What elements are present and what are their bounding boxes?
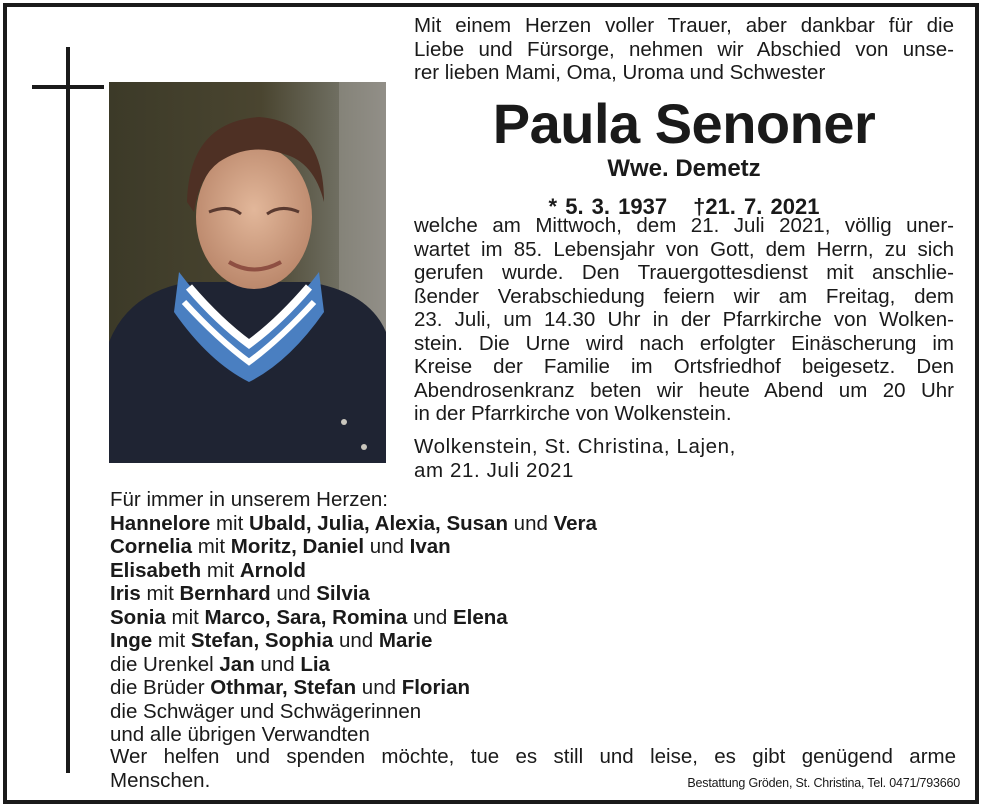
body-line: ßender Verabschiedung feiern wir am Freitag, dem <box>414 284 954 308</box>
family-connector: und <box>364 535 410 558</box>
family-connector: die Urenkel <box>110 652 220 676</box>
family-name: Bernhard <box>179 582 271 605</box>
family-connector: mit <box>140 582 180 605</box>
body-line: welche am Mittwoch, dem 21. Juli 2021, völlig uner- <box>414 214 954 237</box>
family-name: Marie <box>378 629 433 652</box>
intro-line: Mit einem Herzen voller Trauer, aber dankbar für die <box>414 14 954 37</box>
death-date: †21. 7. 2021 <box>693 194 820 219</box>
family-connector: und <box>333 629 379 652</box>
family-name: Inge <box>110 629 153 652</box>
body-line: wartet im 85. Lebensjahr von Gott, dem Herrn, zu sich <box>414 237 954 261</box>
deceased-name: Paula Senoner <box>492 92 876 155</box>
body-line: in der Pfarrkirche von Wolkenstein. <box>414 402 732 425</box>
family-connector: und <box>407 605 453 629</box>
family-name: Cornelia <box>110 535 193 558</box>
portrait-photo <box>109 82 386 463</box>
family-name: Lia <box>300 652 330 676</box>
family-connector: mit <box>192 535 231 558</box>
cross-icon <box>66 47 70 773</box>
intro-text <box>414 14 954 85</box>
family-name: Vera <box>553 511 597 535</box>
family-line <box>110 676 670 700</box>
family-line <box>110 723 670 747</box>
family-connector: mit <box>201 558 240 582</box>
family-name: Jan <box>219 652 255 676</box>
intro-line: rer lieben Mami, Oma, Uroma und Schwester <box>414 61 826 84</box>
cross-icon-bar <box>32 85 104 89</box>
family-name: Marco, Sara, Romina <box>204 605 408 629</box>
family-line <box>110 559 670 583</box>
body-line: gerufen wurde. Den Trauergottesdienst mit anschlie- <box>414 261 954 284</box>
family-connector: und <box>507 511 554 535</box>
family-line <box>110 653 670 677</box>
family-name: Elisabeth <box>110 558 202 582</box>
body-line: Kreise der Familie im Ortsfriedhof beigesetz. Den <box>414 355 954 378</box>
family-name: Moritz, Daniel <box>230 535 365 558</box>
family-name: Florian <box>401 676 471 699</box>
widow-name: Wwe. Demetz <box>607 155 761 182</box>
family-name: Sonia <box>110 605 166 629</box>
family-connector: mit <box>152 629 191 652</box>
family-connector: die Brüder <box>110 676 211 699</box>
body-line: 23. Juli, um 14.30 Uhr in der Pfarrkirche von Wolken- <box>414 308 954 331</box>
family-connector: und alle übrigen Verwandten <box>110 723 370 746</box>
place-line: Wolkenstein, St. Christina, Lajen, <box>414 435 736 458</box>
place-date <box>414 435 954 482</box>
family-name: Arnold <box>239 558 306 582</box>
family-connector: und <box>254 652 301 676</box>
family-heading: Für immer in unserem Herzen: <box>110 488 388 511</box>
family-name: Ivan <box>409 535 451 558</box>
family-connector: und <box>270 582 317 605</box>
closing-line: Menschen. <box>110 768 211 792</box>
intro-line: Liebe und Fürsorge, nehmen wir Abschied von unse- <box>414 37 954 61</box>
family-name: Silvia <box>316 582 370 605</box>
birth-date: * 5. 3. 1937 <box>548 194 668 219</box>
family-connector: mit <box>165 605 205 629</box>
body-line: stein. Die Urne wird nach erfolgter Einäscherung im <box>414 331 954 355</box>
funeral-home-contact: Bestattung Gröden, St. Christina, Tel. 0471/793660 <box>687 776 960 790</box>
family-name: Elena <box>452 605 508 629</box>
family-list <box>110 488 670 747</box>
family-connector: mit <box>210 511 249 535</box>
family-name: Hannelore <box>110 511 211 535</box>
date-line: am 21. Juli 2021 <box>414 458 575 482</box>
family-name: Ubald, Julia, Alexia, Susan <box>248 511 508 535</box>
family-line <box>110 582 670 606</box>
family-line <box>110 606 670 630</box>
family-line <box>110 512 670 536</box>
family-line <box>110 700 670 724</box>
family-connector: die Schwäger und Schwägerinnen <box>110 699 422 723</box>
family-connector: und <box>356 676 402 699</box>
family-name: Iris <box>110 582 141 605</box>
announcement-text <box>414 214 954 426</box>
family-name: Othmar, Stefan <box>210 676 357 699</box>
closing-line: Wer helfen und spenden möchte, tue es still und leise, es gibt genügend arme <box>110 745 956 768</box>
family-line <box>110 629 670 653</box>
body-line: Abendrosenkranz beten wir heute Abend um 20 Uhr <box>414 378 954 402</box>
family-name: Stefan, Sophia <box>190 629 334 652</box>
family-line <box>110 535 670 559</box>
